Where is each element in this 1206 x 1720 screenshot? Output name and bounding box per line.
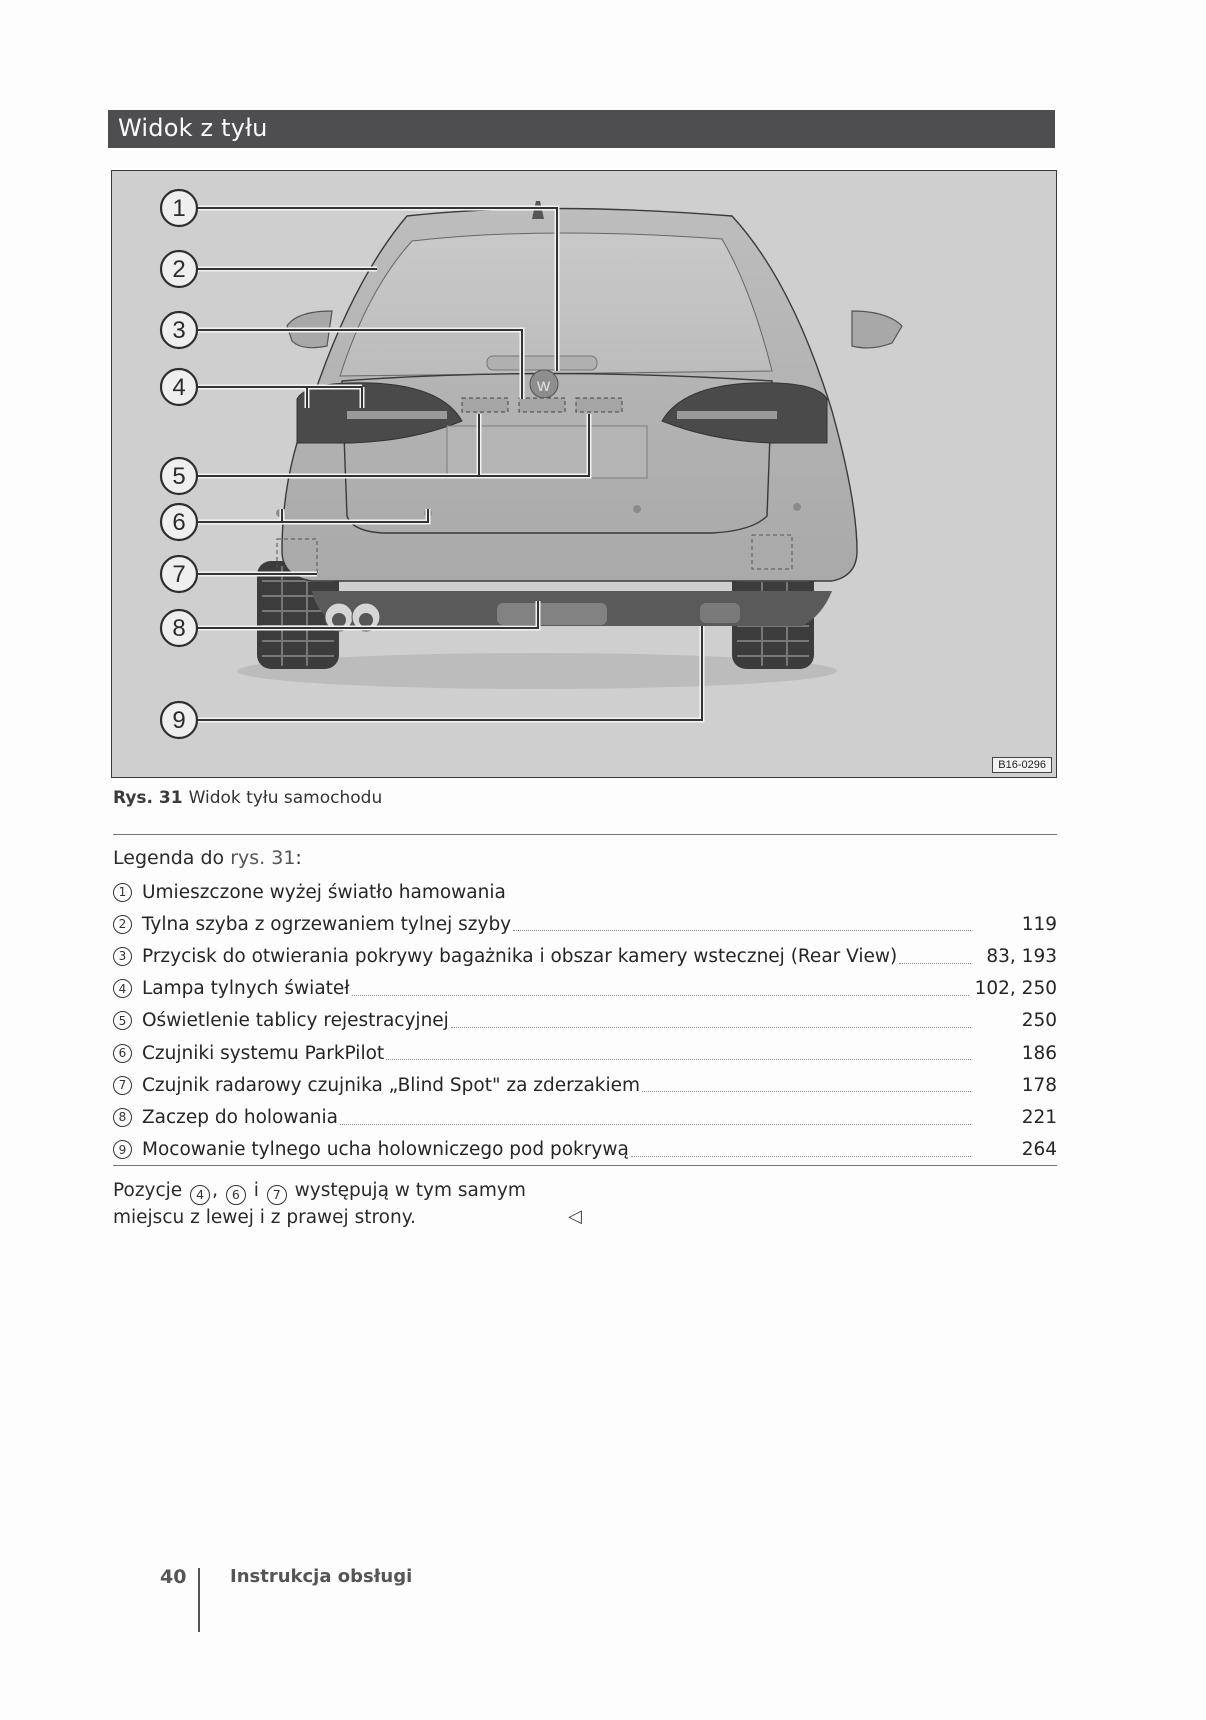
- legend-item-5: [113, 1005, 1057, 1037]
- note-text: występują w tym samym: [288, 1180, 526, 1201]
- page-reference[interactable]: 119: [1021, 913, 1057, 935]
- figure-caption: [113, 788, 382, 808]
- legend-heading: [113, 847, 302, 869]
- page-reference[interactable]: 83, 193: [986, 945, 1057, 967]
- divider-top: [113, 834, 1057, 835]
- callout-4: [161, 369, 197, 405]
- legend-item-text: Zaczep do holowania: [142, 1106, 339, 1128]
- legend-figure-ref[interactable]: rys. 31: [230, 847, 296, 869]
- svg-text:5: 5: [172, 463, 186, 490]
- legend-heading-text: Legenda do: [113, 847, 231, 869]
- page-reference[interactable]: 186: [1021, 1042, 1057, 1064]
- legend-item-3: [113, 940, 1057, 972]
- svg-text:4: 4: [172, 374, 186, 401]
- item-number-badge: 1: [113, 883, 132, 902]
- legend-item-text: Tylna szyba z ogrzewaniem tylnej szyby: [142, 913, 512, 935]
- item-number-badge: 5: [113, 1011, 132, 1030]
- rear-view-figure: [111, 170, 1057, 778]
- dot-leader: [340, 1123, 971, 1125]
- callout-7: [161, 556, 197, 592]
- dot-leader: [451, 1026, 971, 1028]
- legend-item-text: Oświetlenie tablicy rejestracyjnej: [142, 1010, 449, 1032]
- page-reference[interactable]: 102, 250: [974, 978, 1057, 1000]
- legend-item-text: Czujnik radarowy czujnika „Blind Spot" za zderzakiem: [142, 1074, 641, 1096]
- item-number-badge: 3: [113, 947, 132, 966]
- figure-caption-text: Widok tyłu samochodu: [188, 788, 383, 808]
- page-reference[interactable]: 264: [1021, 1139, 1057, 1161]
- callout-2: [161, 251, 197, 287]
- dot-leader: [386, 1058, 971, 1060]
- callout-5: [161, 458, 197, 494]
- legend-list: [113, 876, 1057, 1166]
- legend-item-text: Mocowanie tylnego ucha holowniczego pod pokrywą: [142, 1139, 629, 1161]
- svg-text:W: W: [537, 378, 551, 394]
- note-text: i: [247, 1180, 265, 1201]
- legend-item-2: [113, 908, 1057, 940]
- svg-text:3: 3: [172, 317, 186, 344]
- item-number-badge: 7: [113, 1076, 132, 1095]
- item-number-badge: 8: [113, 1108, 132, 1127]
- dot-leader: [642, 1090, 971, 1092]
- svg-text:2: 2: [172, 256, 186, 283]
- callout-9: [161, 702, 197, 738]
- footer-rule: [198, 1568, 200, 1632]
- page-reference[interactable]: 221: [1021, 1106, 1057, 1128]
- dot-leader: [513, 929, 971, 931]
- item-number-badge: 9: [113, 1140, 132, 1159]
- note-text: Pozycje: [113, 1180, 189, 1201]
- callout-8: [161, 610, 197, 646]
- legend-item-text: Przycisk do otwierania pokrywy bagażnika i obszar kamery wstecznej (Rear View): [142, 945, 898, 967]
- note-ref-badge: 7: [267, 1185, 287, 1205]
- legend-item-7: [113, 1069, 1057, 1101]
- svg-text:8: 8: [172, 615, 186, 642]
- car-rear-illustration: [112, 171, 1056, 777]
- note-ref-badge: 6: [226, 1185, 246, 1205]
- figure-code: B16-0296: [992, 757, 1052, 773]
- item-number-badge: 4: [113, 979, 132, 998]
- note-ref-badge: 4: [190, 1185, 210, 1205]
- legend-item-text: Czujniki systemu ParkPilot: [142, 1042, 385, 1064]
- callout-6: [161, 504, 197, 540]
- svg-text:9: 9: [172, 707, 186, 734]
- legend-heading-colon: :: [295, 847, 302, 869]
- section-end-triangle-icon: ◁: [568, 1206, 582, 1227]
- legend-item-1: [113, 876, 1057, 908]
- footer-title: Instrukcja obsługi: [230, 1566, 413, 1587]
- callout-3: [161, 312, 197, 348]
- item-number-badge: 6: [113, 1044, 132, 1063]
- note-text: miejscu z lewej i z prawej strony.: [113, 1207, 416, 1228]
- legend-item-6: [113, 1037, 1057, 1069]
- dot-leader: [899, 962, 971, 964]
- legend-item-4: [113, 973, 1057, 1005]
- legend-item-text: Umieszczone wyżej światło hamowania: [142, 881, 506, 903]
- svg-text:1: 1: [172, 195, 186, 222]
- callout-1: [161, 190, 197, 226]
- svg-text:6: 6: [172, 509, 186, 536]
- page-reference[interactable]: 178: [1021, 1074, 1057, 1096]
- note-paragraph: [113, 1178, 526, 1231]
- svg-text:7: 7: [172, 561, 186, 588]
- page-number: 40: [160, 1566, 187, 1588]
- legend-item-8: [113, 1101, 1057, 1133]
- dot-leader: [631, 1155, 971, 1157]
- legend-item-text: Lampa tylnych świateł: [142, 978, 350, 1000]
- page-reference[interactable]: 250: [1021, 1010, 1057, 1032]
- section-title: Widok z tyłu: [118, 114, 268, 142]
- dot-leader: [352, 994, 969, 996]
- figure-caption-label: Rys. 31: [113, 788, 183, 808]
- legend-item-9: [113, 1134, 1057, 1166]
- section-header: [108, 110, 1055, 148]
- item-number-badge: 2: [113, 915, 132, 934]
- divider-bottom: [113, 1165, 1057, 1166]
- note-text: ,: [212, 1180, 224, 1201]
